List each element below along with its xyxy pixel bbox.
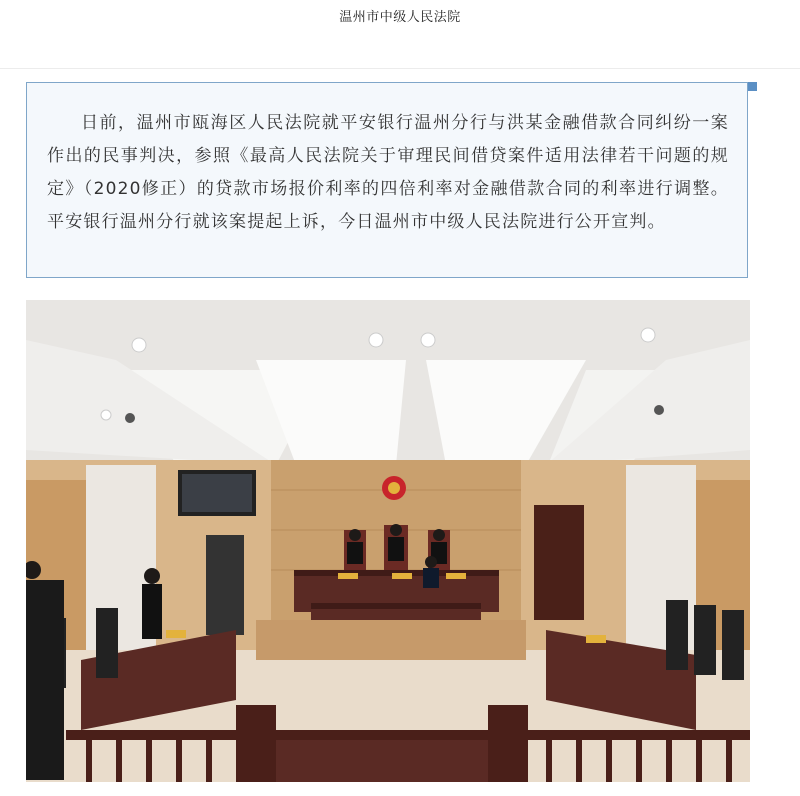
courtroom-illustration	[26, 300, 750, 782]
page-title: 温州市中级人民法院	[339, 10, 461, 25]
top-bar	[0, 0, 800, 69]
square-marker-icon	[748, 82, 757, 91]
courtroom-photo	[26, 300, 750, 782]
article-quote-box	[26, 82, 748, 278]
article-paragraph: 日前，温州市瓯海区人民法院就平安银行温州分行与洪某金融借款合同纠纷一案作出的民事判决，参照《最高人民法院关于审理民间借贷案件适用法律若干问题的规定》（2020修正）的贷款市场报价利率的四倍利率对金融借款合同的利率进行调整。平安银行温州分行就该案提起上诉，今日温州市中级人民法院进行公开宣判。	[47, 113, 729, 232]
